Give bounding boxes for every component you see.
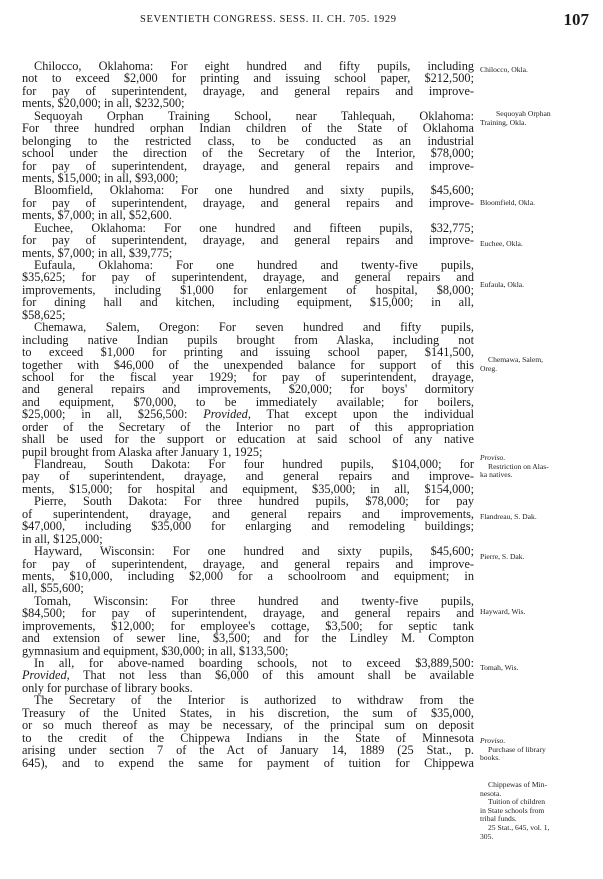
text-line-proviso: [22, 408, 474, 420]
text-line: including native Indian pupils brought from Alaska, including not: [22, 332, 474, 347]
margin-note: [480, 781, 598, 841]
margin-note-text: Chemawa, Salem,: [488, 355, 544, 364]
text-line: Eufaula, Oklahoma: For one hundred and twenty-five pupils,: [34, 258, 474, 272]
margin-note-text: Flandreau, S. Dak.: [480, 512, 537, 521]
margin-note: [480, 110, 598, 127]
text-line: for pay of superintendent, drayage, and general repairs and improve-: [22, 556, 474, 571]
text-line: order of the Secretary of the Interior no part of this appropriation: [22, 419, 474, 434]
margin-note: [480, 281, 598, 290]
text-line: not to exceed $2,000 for printing and issuing school paper, $212,500;: [22, 71, 474, 86]
text-line: In all, for above-named boarding schools, not to exceed $3,889,500:: [34, 656, 474, 670]
text-line-proviso: [22, 669, 474, 681]
margin-note-text: 305.: [480, 831, 494, 841]
margin-note: [480, 454, 598, 480]
text-line: $58,625;: [22, 307, 66, 322]
margin-note: [480, 608, 598, 617]
margin-note: [480, 513, 598, 522]
margin-note: [480, 240, 598, 249]
text-line: together with $46,000 of the unexpended balance for support of this: [22, 357, 474, 372]
margin-note-text: books.: [480, 753, 501, 763]
margin-note-text: tribal funds.: [480, 814, 517, 824]
margin-note-text: Tuition of children: [488, 797, 546, 807]
text-line: The Secretary of the Interior is authorized to withdraw from the: [34, 693, 474, 708]
text-line: Treasury of the United States, in his discretion, the sum of $35,000,: [22, 705, 474, 720]
text-fragment: $25,000; in all, $256,500:: [22, 407, 188, 422]
text-line: ments, $7,000; in all, $52,600.: [22, 208, 172, 223]
text-line: Flandreau, South Dakota: For four hundred pupils, $104,000; for: [34, 457, 474, 471]
body-text: [22, 60, 474, 769]
text-line: only for purchase of library books.: [22, 680, 193, 695]
text-line: $47,000, including $35,000 for enlarging and remodeling buildings;: [22, 519, 474, 534]
text-line: school under the direction of the Secretary of the Interior, $78,000;: [22, 146, 474, 161]
margin-note-text: Proviso.: [480, 453, 506, 462]
margin-note-text: Bloomfield, Okla.: [480, 198, 536, 207]
text-line: and general repairs and improvements, $20,000; for boys' dormitory: [22, 382, 474, 397]
margin-note-text: Oreg.: [480, 363, 498, 373]
text-line: ments, $15,000; in all, $93,000;: [22, 170, 179, 185]
text-line: Euchee, Oklahoma: For one hundred and fifteen pupils, $32,775;: [34, 220, 474, 235]
text-line: in all, $125,000;: [22, 531, 103, 546]
margin-note-text: in State schools from: [480, 805, 545, 815]
margin-note-text: Training, Okla.: [480, 117, 527, 127]
margin-note-text: Purchase of library: [488, 744, 546, 754]
margin-note-text: Pierre, S. Dak.: [480, 552, 525, 561]
text-line: Hayward, Wisconsin: For one hundred and sixty pupils, $45,600;: [34, 544, 474, 559]
margin-note: [480, 664, 598, 673]
proviso-keyword: Provided,: [203, 407, 251, 422]
text-line: arising under section 7 of the Act of January 14, 1889 (25 Stat., p.: [22, 743, 474, 758]
text-line: to the credit of the Chippewa Indians in the State of Minnesota: [22, 730, 474, 745]
text-line: gymnasium and equipment, $30,000; in all, $133,500;: [22, 643, 289, 658]
text-line: shall be used for the support or education at said school of any native: [22, 432, 474, 447]
text-line: Chilocco, Oklahoma: For eight hundred and fifty pupils, including: [34, 59, 474, 73]
text-line: improvements, including $1,000 for enlargement of hospital, $8,000;: [22, 282, 474, 297]
margin-note: [480, 199, 598, 208]
text-line: school for the fiscal year 1929; for pay of superintendent, drayage,: [22, 369, 474, 384]
margin-note-text: Sequoyah Orphan: [496, 109, 551, 118]
margin-note-text: Hayward, Wis.: [480, 607, 526, 616]
margin-note-text: Chippewas of Min-: [488, 780, 548, 789]
margin-note-text: 25 Stat., 645, vol. 1,: [488, 822, 550, 832]
text-fragment: That not less than $6,000 of this amount shall be available: [83, 668, 475, 683]
margin-note: [480, 66, 598, 75]
text-line: Chemawa, Salem, Oregon: For seven hundred and fifty pupils,: [34, 320, 474, 335]
text-line: For three hundred orphan Indian children of the State of Oklahoma: [22, 121, 474, 136]
text-line: Tomah, Wisconsin: For three hundred and twenty-five pupils,: [34, 593, 474, 608]
margin-note-text: Chilocco, Okla.: [480, 65, 528, 74]
text-line: and extension of sewer line, $3,500; and for the Lindley M. Compton: [22, 631, 474, 646]
text-line: all, $55,600;: [22, 581, 84, 596]
text-line: $84,500; for pay of superintendent, drayage, and general repairs and: [22, 606, 474, 621]
margin-note-text: Euchee, Okla.: [480, 239, 523, 248]
text-fragment: That except upon the individual: [266, 407, 474, 422]
page-number: 107: [563, 10, 589, 29]
text-line: Bloomfield, Oklahoma: For one hundred and sixty pupils, $45,600;: [34, 183, 474, 198]
margin-note-text: Proviso.: [480, 736, 506, 745]
margin-note: [480, 737, 598, 763]
text-line: pupil brought from Alaska after January 1, 1925;: [22, 444, 263, 459]
margin-note-text: Restriction on Alas-: [488, 461, 549, 471]
text-line: ments, $10,000, including $2,000 for a schoolroom and equipment; in: [22, 568, 474, 583]
text-line: belonging to the restricted class, to be conducted as an industrial: [22, 133, 474, 148]
text-line: 645), and to expend the same for payment of tuition for Chippewa: [22, 755, 474, 770]
margin-note: [480, 553, 598, 562]
text-line: Sequoyah Orphan Training School, near Tahlequah, Oklahoma:: [34, 108, 474, 123]
proviso-keyword: Provided,: [22, 668, 70, 683]
text-line: improvements, $12,000; for employee's cottage, $3,500; for septic tank: [22, 618, 474, 633]
text-line: for pay of superintendent, drayage, and general repairs and improve-: [22, 233, 474, 248]
margin-note-text: Tomah, Wis.: [480, 663, 519, 672]
text-line: ments, $7,000; in all, $39,775;: [22, 245, 173, 260]
page-header: [20, 10, 595, 36]
text-line: for pay of superintendent, drayage, and general repairs and improve-: [22, 195, 474, 210]
text-line: for dining hall and kitchen, including equipment, $15,000; in all,: [22, 295, 474, 310]
text-line: for pay of superintendent, drayage, and general repairs and improve-: [22, 83, 474, 98]
text-line: ments, $15,000; for hospital and equipment, $35,000; in all, $154,000;: [22, 481, 474, 496]
margin-note-text: Eufaula, Okla.: [480, 280, 525, 289]
text-line: or so much thereof as may be necessary, of the principal sum on deposit: [22, 718, 474, 733]
text-line: $35,625; for pay of superintendent, drayage, and general repairs and: [22, 270, 474, 285]
margin-note-text: nesota.: [480, 788, 502, 798]
margin-note: [480, 356, 598, 373]
running-head: SEVENTIETH CONGRESS. SESS. II. CH. 705. 1929: [140, 14, 397, 25]
margin-note-text: ka natives.: [480, 470, 513, 480]
text-line: for pay of superintendent, drayage, and general repairs and improve-: [22, 158, 474, 173]
text-line: to exceed $1,000 for printing and issuing school paper, $141,500,: [22, 345, 474, 360]
text-line: and equipment, $70,000, to be immediately available; for boilers,: [22, 394, 474, 409]
text-line: pay of superintendent, drayage, and general repairs and improve-: [22, 469, 474, 484]
text-line: ments, $20,000; in all, $232,500;: [22, 96, 185, 111]
text-line: of superintendent, drayage, and general repairs and improvements,: [22, 506, 474, 521]
text-line: Pierre, South Dakota: For three hundred pupils, $78,000; for pay: [34, 494, 474, 509]
